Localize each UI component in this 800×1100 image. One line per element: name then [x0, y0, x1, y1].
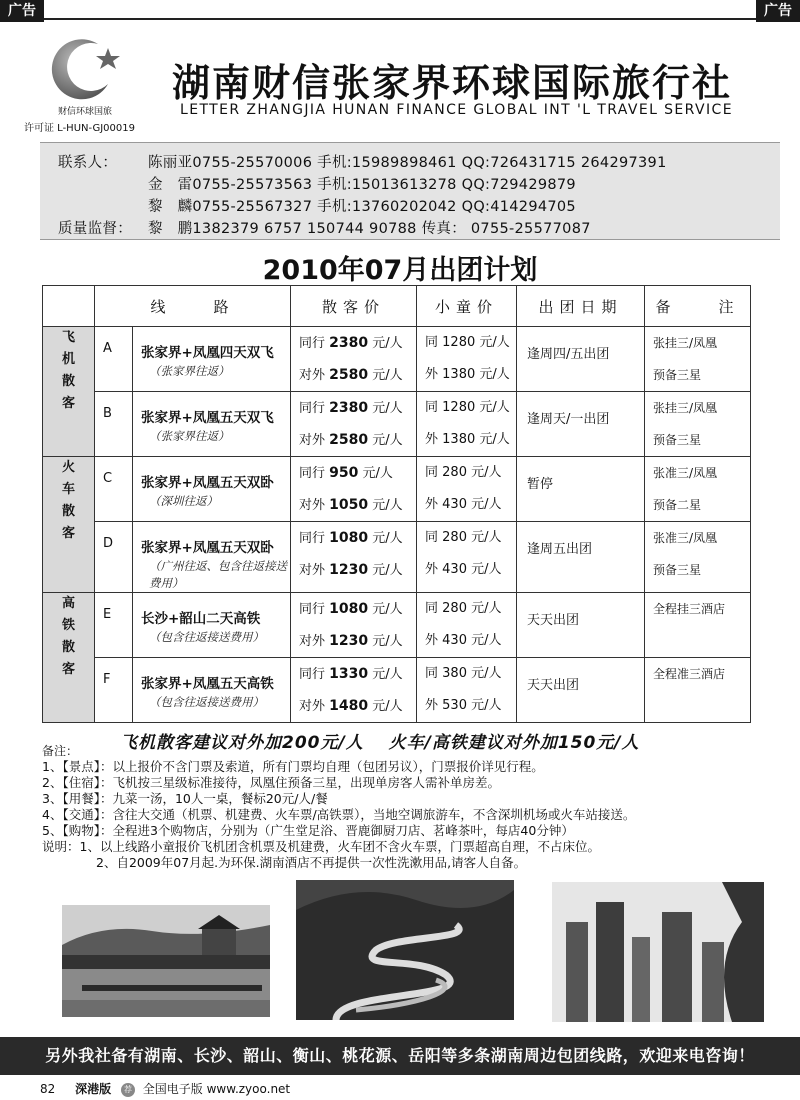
header-notes: 备 注 [645, 286, 751, 327]
website-link[interactable]: 全国电子版 www.zyoo.net [142, 1082, 291, 1096]
header-route: 线 路 [95, 286, 291, 327]
route-name: 张家界+凤凰五天高铁 [141, 676, 274, 692]
departure-dates: 逢周天/一出团 [527, 412, 610, 427]
route-row [43, 522, 751, 593]
notes-cell [645, 457, 751, 522]
bottom-banner: 另外我社备有湖南、长沙、韶山、衡山、桃花源、岳阳等多条湖南周边包团线路，欢迎来电咨询！ [0, 1037, 800, 1075]
route-code: E [95, 593, 133, 658]
route-code: F [95, 658, 133, 723]
public-unit: 元/人 [368, 634, 403, 649]
category-char: 铁 [61, 618, 75, 633]
departure-dates: 天天出团 [527, 678, 580, 693]
public-label: 对外 [299, 634, 330, 649]
note-item: 3、【用餐】：九菜一汤，10人一桌，餐标20元/人/餐 [42, 791, 328, 806]
category-char: 高 [61, 596, 75, 611]
agency-name-cn: 湖南财信张家界环球国际旅行社 [172, 60, 733, 105]
route-subtitle: （张家界往返） [149, 429, 230, 443]
peer-amount: 1330 [329, 666, 369, 682]
public-amount: 1230 [329, 562, 369, 578]
public-unit: 元/人 [368, 563, 403, 578]
notes-cell [645, 522, 751, 593]
category-char: 散 [61, 640, 75, 655]
hotel-note: 张准三/凤凰 [653, 466, 718, 480]
agency-logo [24, 34, 140, 134]
departure-dates: 逢周五出团 [527, 542, 593, 557]
child-public-price: 外 430 元/人 [425, 562, 502, 577]
hotel-note-2 [645, 690, 750, 722]
hotel-note: 全程准三酒店 [653, 667, 726, 681]
peer-unit: 元/人 [368, 667, 403, 682]
public-label: 对外 [299, 699, 330, 714]
note-item: 5、【购物】：全程进3个购物店，分别为（广生堂足浴、晋鹿御厨刀店、茗峰茶叶，每店40分钟） [42, 823, 574, 838]
notes-header [42, 735, 782, 759]
category-char: 车 [61, 482, 75, 497]
child-public-price: 外 1380 元/人 [425, 432, 510, 447]
departure-dates-cell [517, 593, 645, 658]
departure-dates: 逢周四/五出团 [527, 347, 610, 362]
route-row [43, 392, 751, 457]
hotel-note: 张挂三/凤凰 [653, 401, 718, 415]
peer-amount: 1080 [329, 601, 369, 617]
child-price-cell [417, 392, 517, 457]
peer-amount: 2380 [329, 335, 369, 351]
public-amount: 1050 [329, 497, 369, 513]
route-cell [133, 392, 291, 457]
plan-title: 2010年07月出团计划 [262, 255, 538, 286]
route-row [43, 457, 751, 522]
notes-section [42, 735, 782, 871]
page-number: 82 [40, 1082, 56, 1096]
category-char: 客 [61, 396, 75, 411]
route-row [43, 658, 751, 723]
group-price-cell [291, 522, 417, 593]
peer-label: 同行 [299, 401, 330, 416]
peer-price [291, 593, 416, 625]
route-code: A [95, 327, 133, 392]
category-label [43, 327, 95, 457]
departure-dates: 暂停 [527, 477, 554, 492]
peer-unit: 元/人 [368, 401, 403, 416]
route-code: B [95, 392, 133, 457]
public-price [291, 489, 416, 521]
child-price-cell [417, 658, 517, 723]
hotel-note: 张挂三/凤凰 [653, 336, 718, 350]
supervisor-label: 质量监督： [58, 221, 132, 237]
group-price-cell [291, 658, 417, 723]
departure-dates-cell [517, 457, 645, 522]
note-item: 4、【交通】：含往大交通（机票、机建费、火车票/高铁票），当地空调旅游车，不含深圳机场或火车站接送。 [42, 807, 636, 822]
public-price [291, 625, 416, 657]
child-price-cell [417, 457, 517, 522]
notes-cell [645, 658, 751, 723]
explanation-2: 2、自2009年07月起.为环保.湖南酒店不再提供一次性洗漱用品,请客人自备。 [96, 855, 527, 870]
footer [40, 1080, 290, 1097]
public-unit: 元/人 [368, 699, 403, 714]
route-row [43, 327, 751, 392]
public-amount: 1230 [329, 633, 369, 649]
notes-label: 备注： [42, 744, 79, 758]
peer-label: 同行 [299, 466, 330, 481]
group-price-cell [291, 327, 417, 392]
public-label: 对外 [299, 563, 330, 578]
route-name: 张家界+凤凰五天双卧 [141, 540, 274, 556]
public-unit: 元/人 [368, 498, 403, 513]
photo-peaks [552, 882, 764, 1022]
public-unit: 元/人 [368, 368, 403, 383]
category-label [43, 593, 95, 723]
route-cell [133, 593, 291, 658]
route-subtitle: （包含往返接送费用） [149, 695, 264, 709]
child-peer-price: 同 1280 元/人 [425, 335, 510, 350]
contact-row: 金 雷0755-25573563 手机:15013613278 QQ:729429879 [148, 177, 576, 193]
peer-price [291, 658, 416, 690]
route-name: 张家界+凤凰五天双卧 [141, 475, 274, 491]
child-peer-price: 同 280 元/人 [425, 530, 502, 545]
route-cell [133, 457, 291, 522]
ad-tag-right: 广告 [756, 0, 800, 22]
route-cell [133, 522, 291, 593]
contact-label: 联系人： [58, 155, 118, 171]
note-item: 2、【住宿】：飞机按三星级标准接待，凤凰住预备三星，出现单房客人需补单房差。 [42, 775, 500, 790]
note-item: 1、【景点】：以上报价不含门票及索道，所有门票均自理（包团另议），门票报价详见行程。 [42, 759, 544, 774]
child-peer-price: 同 280 元/人 [425, 601, 502, 616]
notes-cell [645, 327, 751, 392]
header-child-price: 小童价 [417, 286, 517, 327]
tour-plan-table [42, 285, 751, 723]
child-price-cell [417, 593, 517, 658]
supervisor-contact: 黎 鹏1382379 6757 150744 90788 传真： 0755-25577087 [148, 221, 591, 237]
peer-label: 同行 [299, 602, 330, 617]
category-char: 机 [61, 352, 75, 367]
peer-unit: 元/人 [368, 336, 403, 351]
group-price-cell [291, 457, 417, 522]
route-subtitle: （包含往返接送费用） [149, 630, 264, 644]
peer-amount: 2380 [329, 400, 369, 416]
child-price-cell [417, 327, 517, 392]
public-unit: 元/人 [368, 433, 403, 448]
route-cell [133, 327, 291, 392]
explanation-1: 说明：1、以上线路小童报价飞机团含机票及机建费，火车团不含火车票，门票超高自理，不占床位。 [42, 839, 600, 854]
contact-row: 黎 麟0755-25567327 手机:13760202042 QQ:414294705 [148, 199, 576, 215]
peer-price [291, 392, 416, 424]
surcharge-banner: 飞机散客建议对外加200元/人 火车/高铁建议对外加150元/人 [120, 733, 640, 753]
public-price [291, 424, 416, 456]
peer-label: 同行 [299, 531, 330, 546]
child-price-cell [417, 522, 517, 593]
route-code: D [95, 522, 133, 593]
child-public-price: 外 430 元/人 [425, 633, 502, 648]
route-row [43, 593, 751, 658]
child-peer-price: 同 1280 元/人 [425, 400, 510, 415]
public-amount: 2580 [329, 367, 369, 383]
category-label [43, 457, 95, 593]
recommend-badge-icon: 荐 [121, 1083, 135, 1097]
child-public-price: 外 530 元/人 [425, 698, 502, 713]
category-char: 散 [61, 374, 75, 389]
public-amount: 2580 [329, 432, 369, 448]
peer-label: 同行 [299, 667, 330, 682]
crescent-star-logo-icon [46, 34, 124, 102]
photo-fenghuang-town [62, 905, 270, 1017]
route-name: 长沙+韶山二天高铁 [141, 611, 261, 627]
category-char: 飞 [61, 330, 75, 345]
public-label: 对外 [299, 498, 330, 513]
route-name: 张家界+凤凰四天双飞 [141, 345, 274, 361]
category-char: 火 [61, 460, 75, 475]
peer-label: 同行 [299, 336, 330, 351]
license-number: 许可证 L-HUN-GJ00019 [24, 123, 135, 134]
public-price [291, 690, 416, 722]
hotel-note: 张准三/凤凰 [653, 531, 718, 545]
peer-amount: 1080 [329, 530, 369, 546]
route-code: C [95, 457, 133, 522]
departure-dates-cell [517, 327, 645, 392]
departure-dates-cell [517, 392, 645, 457]
peer-unit: 元/人 [358, 466, 393, 481]
table-header-row [43, 286, 751, 327]
contact-box [40, 142, 780, 240]
agency-name-en: LETTER ZHANGJIA HUNAN FINANCE GLOBAL INT 'L TRAVEL SERVICE [180, 102, 733, 118]
category-char: 散 [61, 504, 75, 519]
hotel-note-2 [645, 625, 750, 657]
header-group-price: 散客价 [291, 286, 417, 327]
peer-price [291, 522, 416, 554]
departure-dates-cell [517, 658, 645, 723]
group-price-cell [291, 392, 417, 457]
route-subtitle: （深圳往返） [149, 494, 218, 508]
category-char: 客 [61, 662, 75, 677]
hotel-note-2: 预备二星 [653, 498, 702, 512]
contact-row: 陈丽亚0755-25570006 手机:15989898461 QQ:726431715 264297391 [148, 155, 667, 171]
peer-price [291, 457, 416, 489]
top-rule [44, 18, 756, 20]
child-public-price: 外 430 元/人 [425, 497, 502, 512]
child-peer-price: 同 380 元/人 [425, 666, 502, 681]
public-price [291, 554, 416, 586]
route-subtitle: （广州往返、包含往返接送费用） [149, 559, 287, 590]
departure-dates-cell [517, 522, 645, 593]
public-label: 对外 [299, 368, 330, 383]
tour-plan-body [43, 327, 751, 723]
route-subtitle: （张家界往返） [149, 364, 230, 378]
route-cell [133, 658, 291, 723]
edition-label: 深港版 [75, 1082, 112, 1096]
hotel-note-2: 预备三星 [653, 368, 702, 382]
public-label: 对外 [299, 433, 330, 448]
header-dates: 出团日期 [517, 286, 645, 327]
hotel-note: 全程挂三酒店 [653, 602, 726, 616]
category-char: 客 [61, 526, 75, 541]
notes-cell [645, 392, 751, 457]
peer-amount: 950 [329, 465, 359, 481]
group-price-cell [291, 593, 417, 658]
photo-mountain-road [296, 880, 514, 1020]
peer-price [291, 327, 416, 359]
hotel-note-2: 预备三星 [653, 433, 702, 447]
public-price [291, 359, 416, 391]
departure-dates: 天天出团 [527, 613, 580, 628]
ad-tag-left: 广告 [0, 0, 44, 22]
hotel-note-2: 预备三星 [653, 563, 702, 577]
header-blank [43, 286, 95, 327]
peer-unit: 元/人 [368, 602, 403, 617]
route-name: 张家界+凤凰五天双飞 [141, 410, 274, 426]
notes-cell [645, 593, 751, 658]
child-public-price: 外 1380 元/人 [425, 367, 510, 382]
logo-name: 财信环球国旅 [57, 107, 112, 117]
child-peer-price: 同 280 元/人 [425, 465, 502, 480]
public-amount: 1480 [329, 698, 369, 714]
peer-unit: 元/人 [368, 531, 403, 546]
